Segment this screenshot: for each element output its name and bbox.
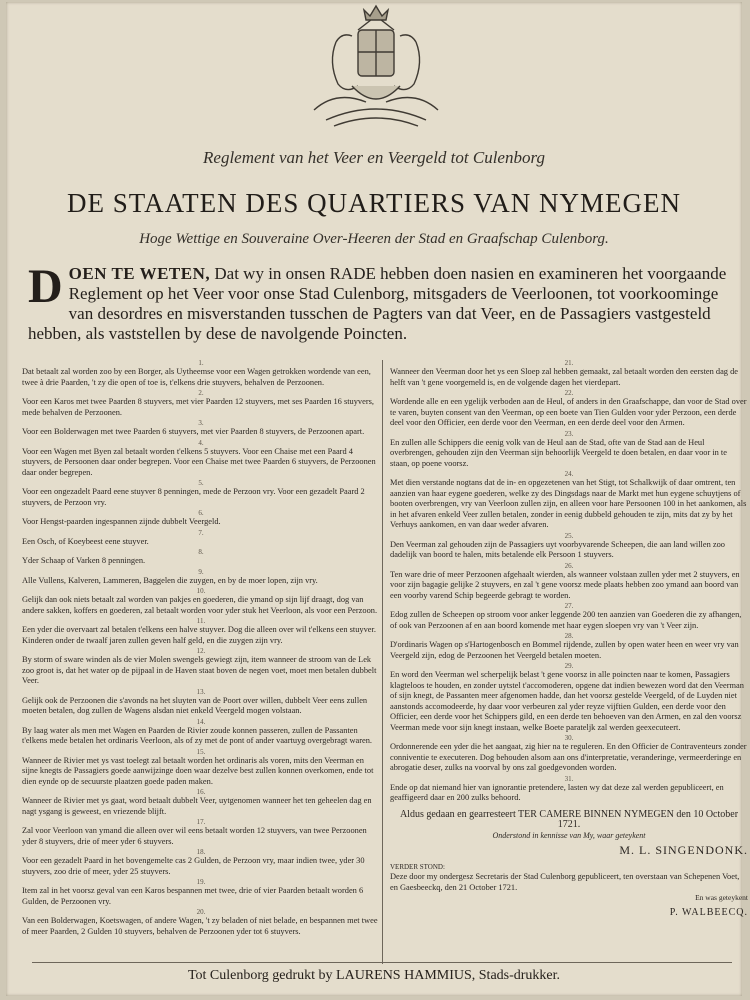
article <box>390 360 748 388</box>
article-number: 14. <box>196 717 206 726</box>
article-text: Zal voor Veerloon van ymand die alleen over wil eens betaalt worden 12 stuyvers, van twee Perzoonen yder 8 stuyvers, drie of meer yder 6 stuyvers. <box>22 826 367 846</box>
article-number: 3. <box>198 419 204 427</box>
article <box>22 879 380 907</box>
article-number: 26. <box>564 561 574 570</box>
article-number: 21. <box>564 359 574 367</box>
article <box>22 648 380 687</box>
article-number: 29. <box>564 662 574 670</box>
article-text: Gelijk dan ook niets betaalt zal worden van pakjes en goederen, die ymand op sijn lijf draagt, dog van andere sakken, koffers en goederen, zal betaalt worden voor yder stuk het Veerloon, als voor een Perzoon. <box>22 595 378 615</box>
article <box>22 390 380 418</box>
article <box>390 776 748 804</box>
footer-rule <box>32 962 732 963</box>
article-number: 20. <box>196 908 206 916</box>
article-text: Voor Hengst-paarden ingespannen zijnde dubbelt Veergeld. <box>22 517 221 526</box>
regulation-subtitle: Reglement van het Veer en Veergeld tot Culenborg <box>203 148 545 167</box>
column-divider <box>382 360 383 964</box>
was-signed: En was geteykent <box>695 893 748 902</box>
left-column <box>22 360 380 939</box>
article-number: 25. <box>564 531 574 540</box>
article-text: Ordonnerende een yder die het aangaat, zig hier na te reguleren. En den Officier de Contraventeurs zonder conniventie te executeren. Dog behouden alsom aan ons d'interpretatie, veranderinge, vermeerderinge en abrogatie deser, zulks na voorval by ons zal goedgevonden worden. <box>390 742 747 772</box>
article-number: 12. <box>196 647 206 655</box>
printer-imprint: Tot Culenborg gedrukt by LAURENS HAMMIUS, Stads-drukker. <box>187 968 561 983</box>
article-number: 11. <box>196 617 206 625</box>
article-text: En zullen alle Schippers die eenig volk van de Heul aan de Stad, ofte van de Stad aan de Heul overbrengen, gehouden zijn den Veerman sijn behoorlijk Veergeld te doen betalen, en daar voor in te staan, op poene voorsz. <box>390 437 727 468</box>
article-text: By storm of sware winden als de vier Molen swengels gewiegt zijn, item wanneer de stroom van de Lek zoo groot is, dat het water op de pijpaal in de Haven staat boven de negen voet, moet men betalen dubbelt Veer. <box>22 655 377 685</box>
article-number: 17. <box>196 818 206 826</box>
article-number: 1. <box>198 359 204 367</box>
article-number: 8. <box>198 548 204 556</box>
article-text: Voor een Bolderwagen met twee Paarden 6 stuyvers, met vier Paarden 8 stuyvers, de Perzoonen apart. <box>22 427 365 436</box>
article-text: D'ordinaris Wagen op s'Hartogenbosch en Bommel rijdende, zullen by open water heen en weer vry van Veergeld zijn, edog de Perzoonen het Veergeld betalen moeten. <box>390 640 739 660</box>
article-text: En word den Veerman wel scherpelijk belast 't gene voorsz in alle poincten naar te komen, Passagiers klagteloos te houden, en zonder uytstel t'accomoderen, opgene dat indien bewezen word dat den Veerman of sijn knegt, de Passanten meer afgenomen hadde, dan het voorsz gestelde Veergeld, of de Luyden niet aanstonds accomodeerde, hy daar voor verbeuren zal yder reyze vijftien Gulden, een derde voor den Officier, een derde voor het Schippers gild, en een derde ten behoeven van den Armen, en zal den voorsz Veerman mede voor sijn knegt instaan, welke Boete parateljk zal werden geexecuteert. <box>390 670 744 732</box>
right-article-list <box>390 360 748 804</box>
article <box>390 663 748 733</box>
article-text: Ten ware drie of meer Perzoonen afgehaalt wierden, als wanneer volstaan zullen yder met 2 stuyvers, en voor zijn bagagie gelijke 2 stuyvers, en zal 't gene voorsz mede plaats hebben zoo ymand aan boord van een voorby varend Schip begeerde gebragt te worden. <box>390 569 740 600</box>
article <box>22 440 380 479</box>
article <box>22 789 380 817</box>
article-number: 19. <box>196 878 206 886</box>
publication-note: Deze door my ondergesz Secretaris der Stad Culenborg gepubliceert, ten overstaan van Schepenen Voet, en Gaesbeeckq, den 21 October 1721. <box>390 872 740 892</box>
article-text: Een Osch, of Koeybeest eene stuyver. <box>22 536 149 546</box>
article-number: 9. <box>198 567 204 576</box>
article <box>22 549 380 567</box>
article-text: Alle Vullens, Kalveren, Lammeren, Baggelen die zuygen, en by de moer lopen, zijn vry. <box>22 575 318 585</box>
article <box>22 569 380 587</box>
article-text: Voor een ongezadelt Paard eene stuyver 8 penningen, mede de Perzoon vry. Voor een gezadelt Paard 2 stuyvers, de Perzoon vry. <box>22 487 365 507</box>
article-number: 2. <box>198 389 204 397</box>
secretary-name: P. WALBEECQ. <box>669 906 748 918</box>
article <box>390 563 748 602</box>
article-number: 31. <box>564 774 574 783</box>
article-text: Yder Schaap of Varken 8 penningen. <box>22 556 146 565</box>
article-number: 23. <box>564 429 574 438</box>
enactment-line: Aldus gedaan en gearresteert TER CAMERE BINNEN NYMEGEN den 10 October 1721. <box>399 808 739 830</box>
article-text: Met dien verstande nogtans dat de in- en opgezetenen van het Stigt, tot Schalkwijk of daar omtrent, ten aanzien van haar eygene goederen, welke zy des Dingsdags naar de Markt met hun eygene schuytjens of booten overbrengen, vry van Veerloon zullen zijn, en alleen voor hare Persoonen 100 in het aankomen, als in het afvaren enkeld Veer zullen betalen, zonder in eenig dubbeld gehouden te zijn, mits dat zy by het Verhuys aankomen, en van daar weder afvaren. <box>390 478 747 529</box>
article-number: 28. <box>564 632 574 640</box>
article <box>22 618 380 646</box>
article-text: Van een Bolderwagen, Koetswagen, of andere Wagen, 't zy beladen of niet belade, en bespannen met twee of meer Paarden, 2 Gulden 10 stuyvers, behalven de Perzoonen yder tot 6 stuyvers. <box>22 916 378 936</box>
article-text: Voor een Karos met twee Paarden 8 stuyvers, met vier Paarden 12 stuyvers, met ses Paarden 16 stuyvers, mede behalven de Perzoonen. <box>22 397 374 417</box>
document-sheet <box>6 2 748 996</box>
article <box>22 909 380 937</box>
article-text: Wanneer de Rivier met ys gaat, word betaalt dubbelt Veer, uytgenomen wanneer het ten geheelen dag en nagt ysgang is geweest, en vriezende blijft. <box>22 796 372 816</box>
coat-of-arms-icon <box>306 2 446 134</box>
intro-lead: OEN TE WETEN, <box>68 264 211 283</box>
attestation-line: Onderstond in kennisse van My, waar geteykent <box>492 830 646 840</box>
article <box>22 530 380 548</box>
article <box>22 849 380 877</box>
right-column <box>390 360 748 918</box>
article <box>22 819 380 847</box>
verder-stond: VERDER STOND: <box>390 862 445 871</box>
article-text: Edog zullen de Scheepen op stroom voor anker leggende 200 ten aanzien van Goederen die zy afhangen, of ook van Perzoonen af en aan boord komende met haar eygen sloepen vry van 't Veer zijn. <box>390 610 742 630</box>
article-number: 16. <box>196 788 206 796</box>
article <box>390 735 748 774</box>
article <box>22 749 380 788</box>
article <box>390 533 748 561</box>
article-text: By laag water als men met Wagen en Paarden de Rivier zoude konnen passeren, zullen de Passanten t'elkens mede betalen het ordinaris Veerloon, als of zy met de pont of ander vaartuyg overgebragt waren. <box>22 725 373 745</box>
article-number: 6. <box>198 509 204 517</box>
article <box>22 480 380 508</box>
article <box>22 360 380 388</box>
article-number: 18. <box>196 848 206 856</box>
article-text: Voor een gezadelt Paard in het bovengemelte cas 2 Gulden, de Perzoon vry, maar indien twee, yder 30 stuyvers, zoo drie of meer, yder 25 stuyvers. <box>22 856 365 876</box>
article-number: 13. <box>196 687 206 696</box>
article <box>390 633 748 661</box>
article-number: 4. <box>198 438 204 447</box>
article-text: Wanneer de Rivier met ys vast toelegt zal betaalt worden het ordinaris als voren, mits den Veerman en sijne knegts de Passagiers goede aanwijzinge doen waar dezelve best zullen konnen overkomen, ende tot dien eynde op de secuurste plaatzen goede paden maken. <box>22 755 374 786</box>
article-text: Wanneer den Veerman door het ys een Sloep zal hebben gemaakt, zal betaalt worden den eersten dag de helft van 't gene voorgemeld is, en de volgende dagen het vierdepart. <box>390 367 738 387</box>
article-number: 10. <box>196 587 206 595</box>
article-text: Den Veerman zal gehouden zijn de Passagiers uyt voorbyvarende Scheepen, die aan land willen zoo dadelijk van boord te halen, mits betalende elk Persoon 1 stuyvers. <box>390 539 725 559</box>
article-text: Een yder die overvaart zal betalen t'elkens een halve stuyver. Dog die alleen over wil t'elkens een stuyver. Kinderen onder de twaalf jaren zullen geven half geld, en die zuygen zijn vry. <box>22 625 376 645</box>
article <box>22 510 380 528</box>
authority-subtitle: Hoge Wettige en Souveraine Over-Heeren der Stad en Graafschap Culenborg. <box>139 231 609 247</box>
article <box>22 588 380 616</box>
article-number: 24. <box>564 470 574 478</box>
article-text: Wordende alle en een ygelijk verboden aan de Heul, of anders in den Graafschappe, dan voor de Stad over te varen, buyten consent van den Veerman, op een boete van Tien Gulden voor yder Perzoon, een derde deel voor den Officier, een derde voor den Veerman, en een derde deel voor den Armen. <box>390 397 747 427</box>
article-number: 22. <box>564 389 574 397</box>
article-text: Ende op dat niemand hier van ignorantie pretendere, lasten wy dat deze zal werden gepubliceert, en geaffigeerd daar en 200 zulks behoord. <box>390 782 724 802</box>
page-title: DE STAATEN DES QUARTIERS VAN NYMEGEN <box>67 188 681 218</box>
signatory-name: M. L. SINGENDONK. <box>619 843 748 857</box>
article-number: 30. <box>564 734 574 742</box>
article <box>390 471 748 531</box>
article <box>22 689 380 717</box>
intro-text: Dat wy in onsen RADE hebben doen nasien en examineren het voorgaande Reglement op het Veer voor onse Stad Culenborg, mitsgaders de Veerloonen, tot voorkoominge van desordres en misverstanden tusschen de Pagters van dat Veer, en de Passagiers vastgesteld hebben, als vaststellen by dese de navolgende Poincten. <box>28 264 727 343</box>
article-number: 15. <box>196 747 206 756</box>
article-number: 27. <box>564 602 574 610</box>
article-text: Voor een Wagen met Byen zal betaalt worden t'elkens 5 stuyvers. Voor een Chaise met een Paard 4 stuyvers, de Persoonen daar onder begrepen. Voor een Chaise met twee Paarden 6 stuyvers, de Perzoonen daar onder begrepen. <box>22 446 376 477</box>
article-number: 5. <box>198 479 204 487</box>
article-number: 7. <box>198 528 204 537</box>
article <box>22 719 380 747</box>
signature-block <box>390 810 748 919</box>
article-text: Item zal in het voorsz geval van een Karos bespannen met twee, drie of vier Paarden betaalt worden 6 Gulden, de Perzoonen vry. <box>22 886 364 906</box>
intro-paragraph <box>28 260 740 344</box>
article <box>390 431 748 470</box>
article <box>22 420 380 438</box>
article-text: Gelijk ook de Perzoonen die s'avonds na het sluyten van de Poort over willen, dubbelt Veer eens zullen moeten betalen, dog zullen de Wagens alsdan niet enkeld Veergeld mogen volstaan. <box>22 695 368 715</box>
article <box>390 603 748 631</box>
article-text: Dat betaalt zal worden zoo by een Borger, als Uytheemse voor een Wagen getrokken wordende van een, twee à drie Paarden, 't zy die open of toe is, t'elkens drie stuyvers, behalven de Perzoonen. <box>22 367 371 387</box>
article <box>390 390 748 429</box>
drop-cap: D <box>28 260 63 313</box>
